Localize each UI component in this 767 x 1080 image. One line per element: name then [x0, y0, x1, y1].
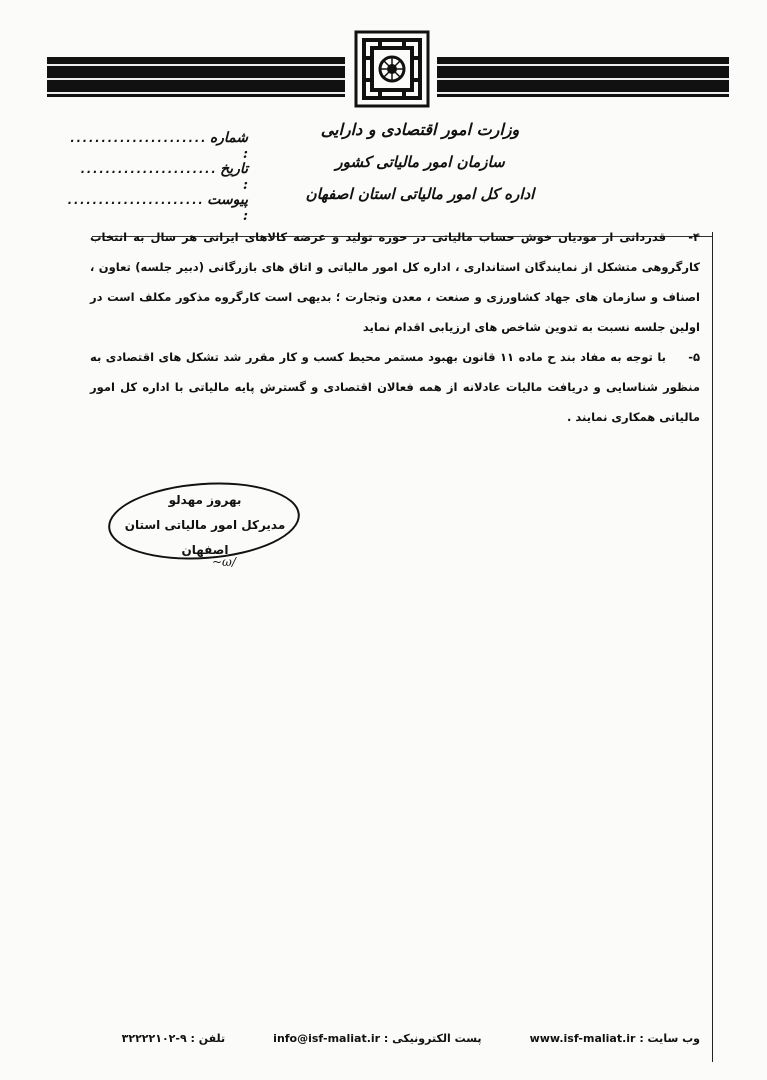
department-name: اداره کل امور مالیاتی استان اصفهان: [305, 185, 535, 203]
organization-name: سازمان امور مالیاتی کشور: [335, 153, 505, 171]
ministry-name: وزارت امور اقتصادی و دارایی: [320, 120, 520, 139]
paragraph-item-4: ۴-قدردانی از مودیان خوش حساب مالیاتی در حوزه تولید و عرضه کالاهای ایرانی هر سال به انتخاب کارگروهی متشکل از نمایندگان استانداری ، اداره کل امور مالیاتی و اتاق های بازرگانی (دبیر جلسه) تعاون ، اصناف و سازمان های جهاد کشاورزی و صنعت ، معدن وتجارت ؛ بدیهی است کارگروه مذکور مکلف است در اولین جلسه نسبت به تدوین شاخص های ارزیابی اقدام نماید: [90, 230, 700, 334]
margin-rule-vertical: [712, 232, 713, 1062]
letterhead: [300, 120, 540, 217]
letter-meta: [66, 130, 248, 224]
signature-block: [110, 488, 300, 563]
handwritten-signature-icon: ~ω/: [212, 555, 236, 569]
footer-phone: تلفن : ۹-۳۲۲۲۲۱۰۲: [121, 1032, 226, 1045]
footer: [60, 1032, 700, 1045]
footer-website: وب سایت : www.isf-maliat.ir: [529, 1032, 700, 1045]
tax-organization-emblem-icon: [352, 28, 432, 110]
date-field: تاریخ : ......................: [79, 161, 248, 193]
signer-title: مدیرکل امور مالیاتی استان اصفهان: [124, 518, 286, 557]
signer-name: بهروز مهدلو: [168, 493, 242, 507]
letter-body: [90, 222, 700, 432]
attachment-field: پیوست : ......................: [66, 192, 248, 224]
paragraph-item-5: ۵-با توجه به مفاد بند ح ماده ۱۱ قانون بهبود مستمر محیط کسب و کار مقرر شد تشکل های اقتصادی به منظور شناسایی و دریافت مالیات عادلانه از همه فعالان اقتصادی و گسترش پایه مالیاتی با اداره کل امور مالیاتی همکاری نمایند .: [90, 350, 700, 424]
footer-email: پست الکترونیکی : info@isf-maliat.ir: [273, 1032, 482, 1045]
number-field: شماره : ......................: [68, 130, 248, 162]
